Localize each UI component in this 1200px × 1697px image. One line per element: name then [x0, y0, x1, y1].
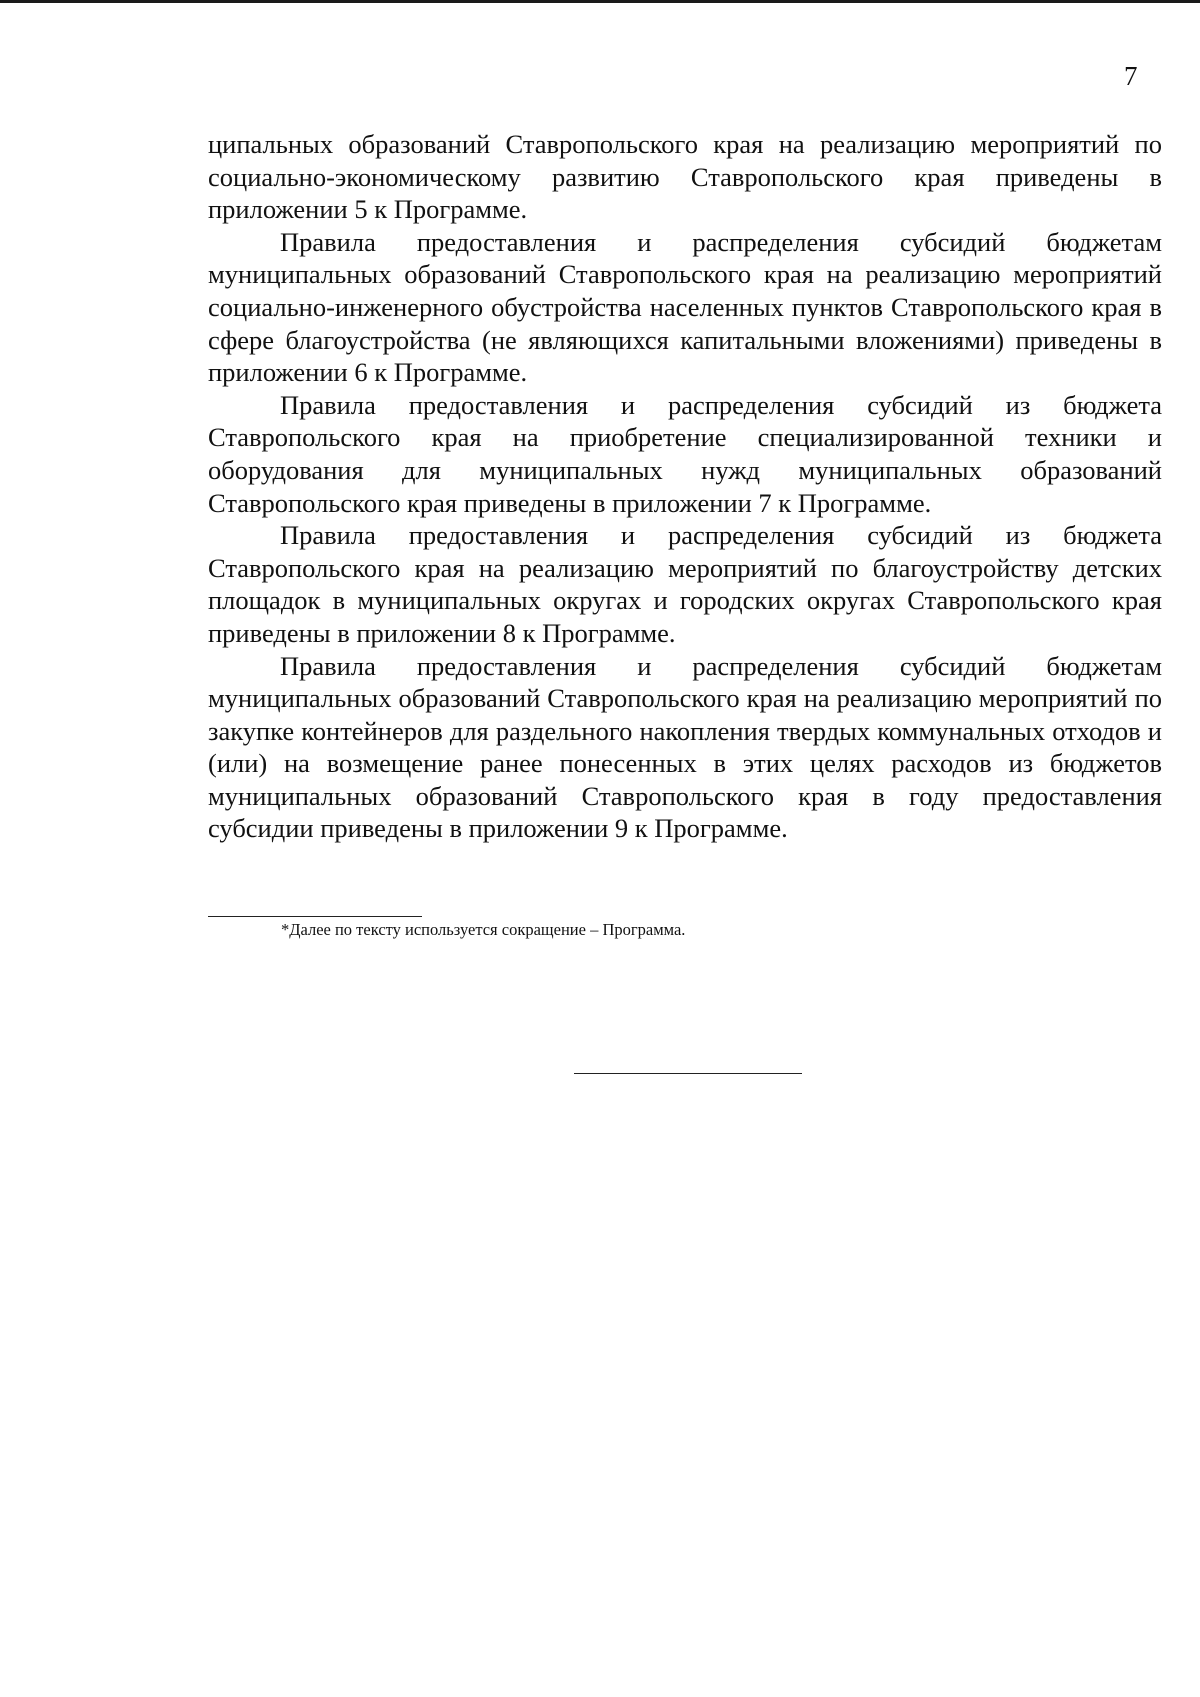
paragraph-5: Правила предоставления и распределения субсидий бюджетам муниципальных образований Ставропольского края на реализацию мероприятий по закупке контейнеров для раздельного накопления твердых коммунальных отходов и (или) на возмещение ранее понесенных в этих целях расходов из бюджетов муниципальных образований Ставропольского края в году предоставления субсидии приведены в приложении 9 к Программе.	[208, 650, 1162, 844]
page-number: 7	[1124, 61, 1138, 91]
scan-top-edge	[0, 0, 1200, 3]
end-of-document-rule	[574, 1073, 802, 1074]
footnote: *Далее по тексту используется сокращение – Программа.	[281, 920, 686, 939]
footnote-divider	[208, 916, 422, 917]
paragraph-4: Правила предоставления и распределения субсидий из бюджета Ставропольского края на реализацию мероприятий по благоустройству детских площадок в муниципальных округах и городских округах Ставропольского края приведены в приложении 8 к Программе.	[208, 520, 1162, 648]
paragraph-1: ципальных образований Ставропольского края на реализацию мероприятий по социально-экономическому развитию Ставропольского края приведены в приложении 5 к Программе.	[208, 129, 1162, 225]
paragraph-2: Правила предоставления и распределения субсидий бюджетам муниципальных образований Ставропольского края на реализацию мероприятий социально-инженерного обустройства населенных пунктов Ставропольского края в сфере благоустройства (не являющихся капитальными вложениями) приведены в приложении 6 к Программе.	[208, 226, 1162, 388]
paragraph-3: Правила предоставления и распределения субсидий из бюджета Ставропольского края на приобретение специализированной техники и оборудования для муниципальных нужд муниципальных образований Ставропольского края приведены в приложении 7 к Программе.	[208, 389, 1162, 518]
body-text	[208, 128, 1162, 845]
